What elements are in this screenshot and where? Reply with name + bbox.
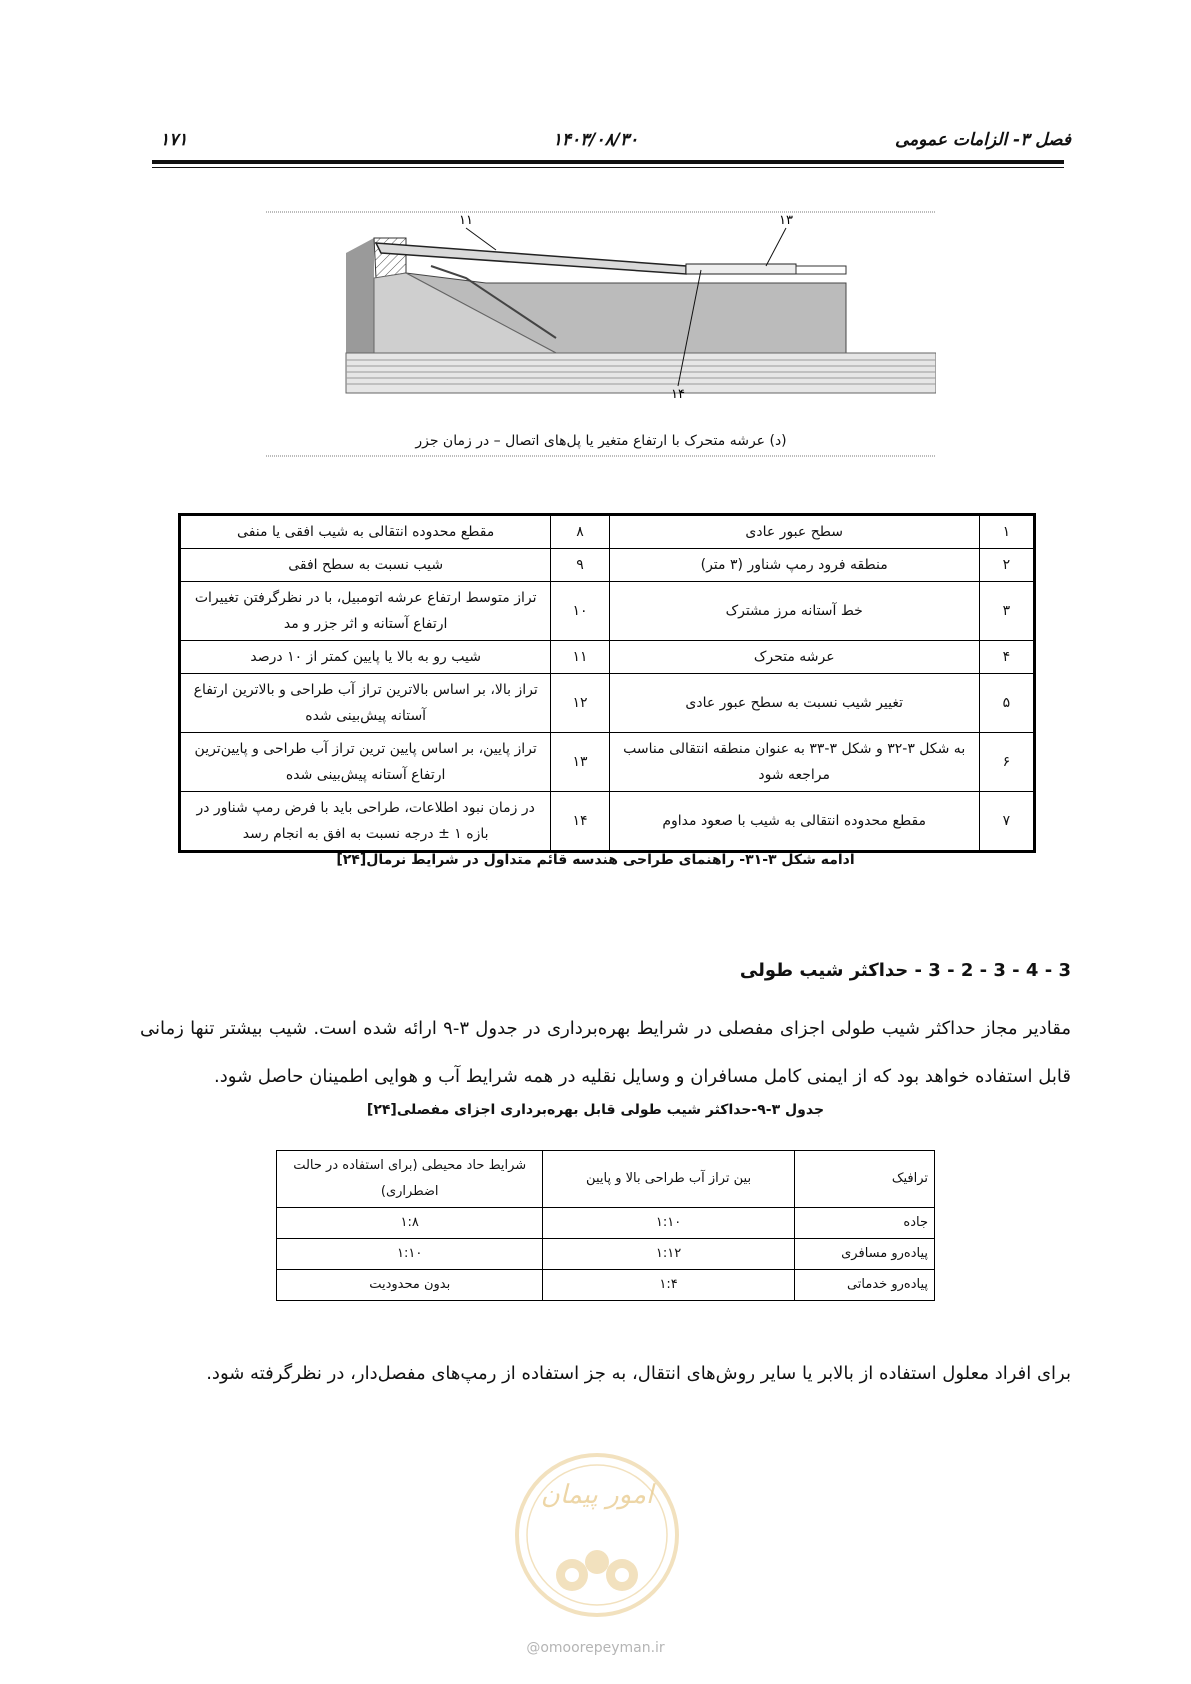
figure-caption: (د) عرشه متحرک با ارتفاع متغیر یا پل‌های اتصال – در زمان جزر <box>415 433 787 449</box>
legend-number: ۴ <box>979 641 1034 674</box>
slope-table-header-row <box>277 1151 935 1208</box>
paragraph-disabled-access: برای افراد معلول استفاده از بالابر یا سایر روش‌های انتقال، به جز استفاده از رمپ‌های مفصل‌دار، در نظرگرفته شود. <box>206 1363 1071 1384</box>
quay-wall <box>346 238 374 353</box>
watermark-logo <box>512 1450 682 1620</box>
slope-table-row <box>277 1239 935 1270</box>
callout-11: ۱۱ <box>459 213 473 228</box>
legend-text: تغییر شیب نسبت به سطح عبور عادی <box>609 674 979 733</box>
watermark-logo-text: امور پیمان <box>540 1480 654 1510</box>
legend-text: در زمان نبود اطلاعات، طراحی باید با فرض رمپ شناور در بازه ۱ ± درجه نسبت به افق به انجام رسد <box>180 792 551 852</box>
water-base <box>346 353 936 393</box>
deck-edge <box>796 266 846 274</box>
watermark-ring <box>517 1455 677 1615</box>
legend-number: ۱۱ <box>551 641 609 674</box>
header-date: ۱۴۰۳/۰۸/۳۰ <box>552 130 639 150</box>
slope-table-row <box>277 1270 935 1301</box>
legend-number: ۱۴ <box>551 792 609 852</box>
legend-row <box>180 582 1035 641</box>
cell-traffic: پیاده‌رو مسافری <box>794 1239 934 1270</box>
cell-design-range: ۱:۱۰ <box>543 1208 794 1239</box>
legend-text: شیب رو به بالا یا پایین کمتر از ۱۰ درصد <box>180 641 551 674</box>
legend-number: ۶ <box>979 733 1034 792</box>
figure-title: ادامه شکل ۳-۳۱- راهنمای طراحی هندسه قائم متداول در شرایط نرمال[۲۴] <box>336 852 855 868</box>
legend-number: ۱ <box>979 515 1034 549</box>
legend-number: ۲ <box>979 549 1034 582</box>
legend-text: به شکل ۳-۳۲ و شکل ۳-۳۳ به عنوان منطقه انتقالی مناسب مراجعه شود <box>609 733 979 792</box>
legend-text: سطح عبور عادی <box>609 515 979 549</box>
legend-row <box>180 733 1035 792</box>
cell-design-range: ۱:۱۲ <box>543 1239 794 1270</box>
landing-plate <box>686 264 796 274</box>
legend-number: ۱۳ <box>551 733 609 792</box>
legend-text: تراز بالا، بر اساس بالاترین تراز آب طراحی و بالاترین ارتفاع آستانه پیش‌بینی شده <box>180 674 551 733</box>
legend-text: خط آستانه مرز مشترک <box>609 582 979 641</box>
watermark-url: @omoorepeyman.ir <box>526 1640 665 1656</box>
cell-traffic: پیاده‌رو خدماتی <box>794 1270 934 1301</box>
legend-text: مقطع محدوده انتقالی به شیب با صعود مداوم <box>609 792 979 852</box>
legend-number: ۱۰ <box>551 582 609 641</box>
legend-number: ۳ <box>979 582 1034 641</box>
legend-text: تراز متوسط ارتفاع عرشه اتومبیل، با در نظرگرفتن تغییرات ارتفاع آستانه و اثر جزر و مد <box>180 582 551 641</box>
legend-row <box>180 674 1035 733</box>
legend-number: ۸ <box>551 515 609 549</box>
legend-table <box>178 513 1036 853</box>
legend-number: ۷ <box>979 792 1034 852</box>
page-number: ۱۷۱ <box>160 130 188 150</box>
legend-text: تراز پایین، بر اساس پایین ترین تراز آب طراحی و پایین‌ترین ارتفاع آستانه پیش‌بینی شده <box>180 733 551 792</box>
ramp-figure <box>266 208 936 458</box>
header-extreme-conditions: شرایط حاد محیطی (برای استفاده در حالت اضطراری) <box>277 1151 543 1208</box>
callout-14: ۱۴ <box>671 387 685 402</box>
legend-row <box>180 792 1035 852</box>
legend-text: عرشه متحرک <box>609 641 979 674</box>
legend-text: شیب نسبت به سطح افقی <box>180 549 551 582</box>
callout-11-leader <box>466 228 496 250</box>
callout-13-leader <box>766 228 786 266</box>
section-heading: 3 - 4 - 3 - 2 - 3 - حداکثر شیب طولی <box>739 960 1071 981</box>
legend-number: ۹ <box>551 549 609 582</box>
legend-row <box>180 641 1035 674</box>
slope-table-title: جدول ۳-۹-حداکثر شیب طولی قابل بهره‌برداری اجزای مفصلی[۲۴] <box>366 1102 825 1118</box>
header-rule-thin <box>152 167 1064 168</box>
header-design-range: بین تراز آب طراحی بالا و پایین <box>543 1151 794 1208</box>
legend-row <box>180 515 1035 549</box>
chapter-title: فصل ۳- الزامات عمومی <box>894 130 1071 150</box>
legend-row <box>180 549 1035 582</box>
legend-text: مقطع محدوده انتقالی به شیب افقی یا منفی <box>180 515 551 549</box>
moving-deck <box>376 243 686 274</box>
legend-number: ۱۲ <box>551 674 609 733</box>
slope-table-row <box>277 1208 935 1239</box>
cell-extreme: ۱:۱۰ <box>277 1239 543 1270</box>
cell-design-range: ۱:۴ <box>543 1270 794 1301</box>
cell-extreme: ۱:۸ <box>277 1208 543 1239</box>
paragraph-slope-intro: مقادیر مجاز حداکثر شیب طولی اجزای مفصلی در شرایط بهره‌برداری در جدول ۳-۹ ارائه شده است. شیب بیشتر تنها زمانی قابل استفاده خواهد بود که از ایمنی کامل مسافران و وسایل نقلیه در همه شرایط آب و هوایی اطمینان حاصل شود. <box>140 1018 1072 1087</box>
header-rule-thick <box>152 160 1064 164</box>
header-traffic: ترافیک <box>794 1151 934 1208</box>
legend-text: منطقه فرود رمپ شناور (۳ متر) <box>609 549 979 582</box>
callout-13: ۱۳ <box>779 213 793 228</box>
cell-extreme: بدون محدودیت <box>277 1270 543 1301</box>
cell-traffic: جاده <box>794 1208 934 1239</box>
legend-number: ۵ <box>979 674 1034 733</box>
slope-table <box>276 1150 935 1301</box>
